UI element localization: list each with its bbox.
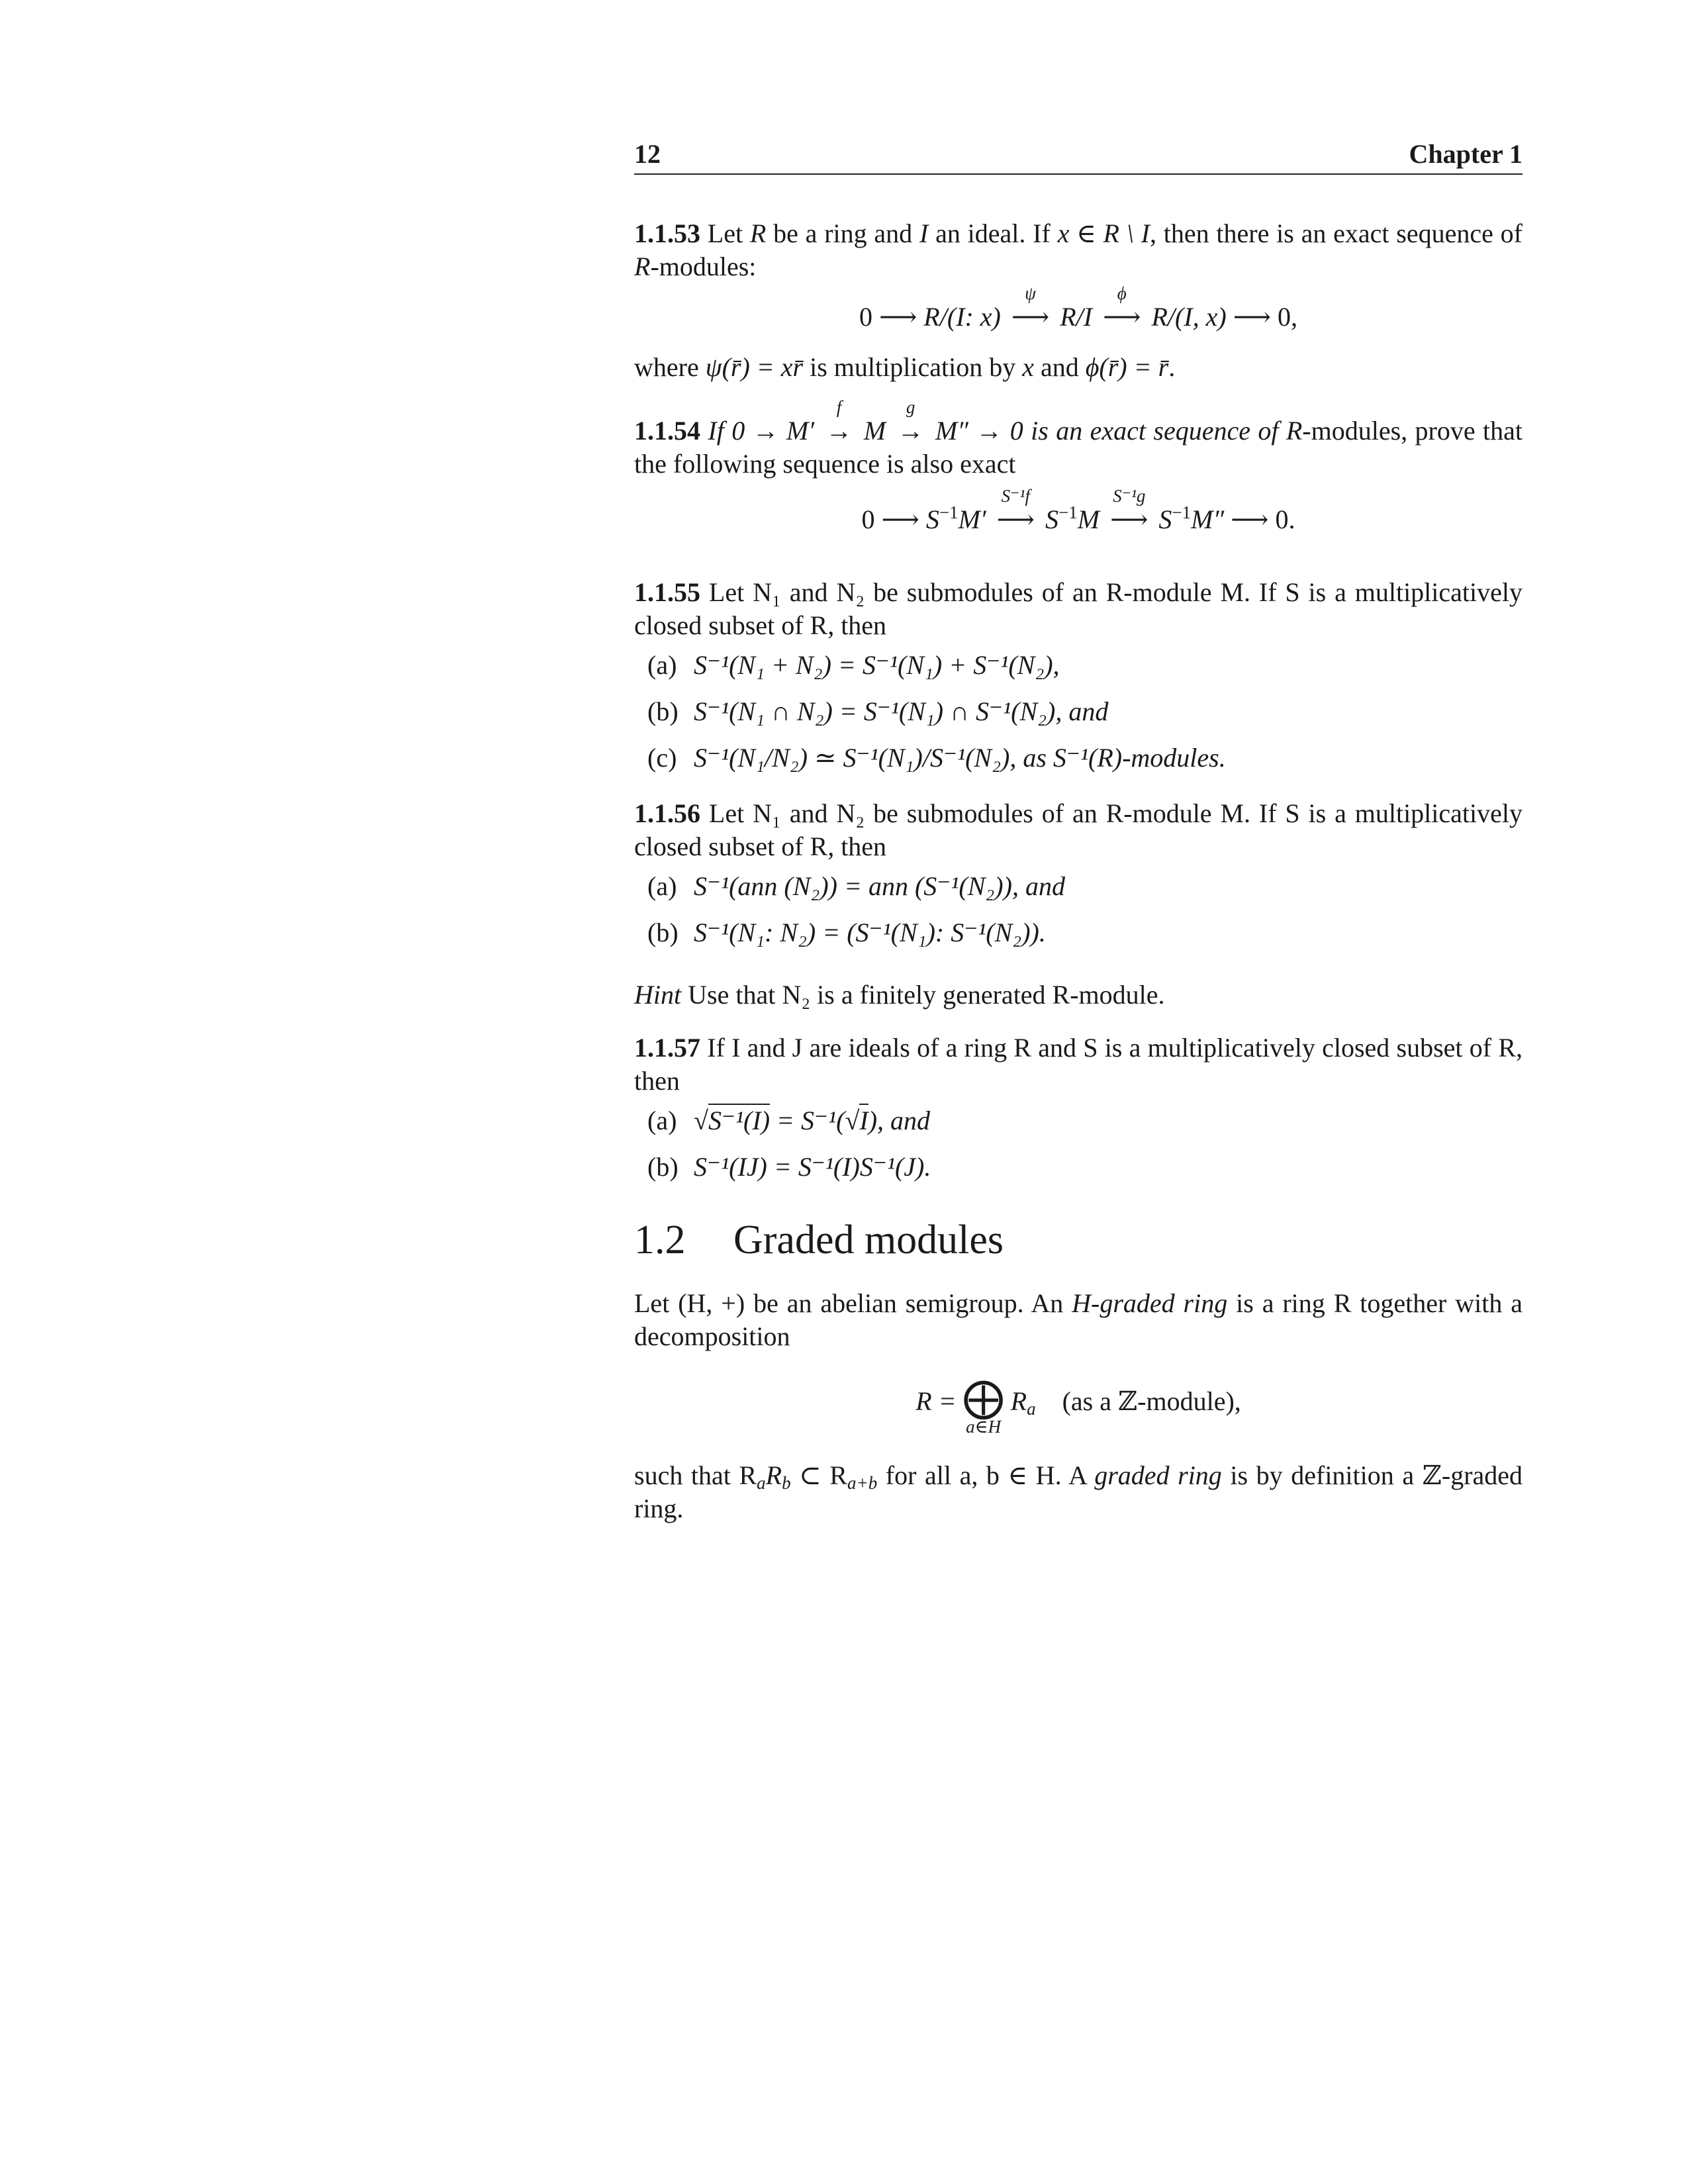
intro-text: Let N₁ and N₂ be submodules of an R-module M. If S is a multiplicatively closed subset of R, then [634,577,1523,640]
seq-term: ⟶ 0, [1226,302,1298,332]
where-clause [634,351,1523,384]
emphasis: H-graded ring [1072,1288,1228,1318]
text: -modules: [650,252,757,281]
intro-text: If I and J are ideals of a ring R and S is a multiplicatively closed subset of R, then [634,1033,1523,1096]
seq-term: ⟶ 0. [1224,504,1295,534]
exercise-number: 1.1.54 [634,416,700,446]
exercise-text [634,797,1523,863]
math: ϕ(r̄) = r̄ [1085,352,1169,382]
emphasis: graded ring [1094,1460,1222,1490]
arrow-label: S⁻¹f [1001,486,1031,506]
chapter-label: Chapter 1 [1409,139,1523,169]
direct-sum [962,1376,1004,1437]
item-text: S⁻¹(IJ) = S⁻¹(I)S⁻¹(J). [694,1152,931,1182]
item-text: S⁻¹(N₁: N₂) = (S⁻¹(N₁): S⁻¹(N₂)). [694,918,1046,947]
math: x [1022,352,1034,382]
arrow-psi: ψ ⟶ [1011,283,1050,332]
seq-term: 0 ⟶ [859,302,924,332]
oplus-icon: ⨁ [962,1376,1004,1421]
seq-term: M′ [958,504,986,534]
arrow-label: ϕ [1117,283,1127,303]
seq-term: S [1158,504,1172,534]
math: I [919,218,929,248]
arrow-f: f → [825,397,853,446]
text: where [634,352,706,382]
section-paragraph [634,1287,1523,1353]
display-rhs: R [1004,1386,1027,1417]
list-item [647,1104,1523,1137]
math: R [1286,416,1303,446]
subscript: a [1027,1399,1036,1419]
superscript: −1 [939,502,959,522]
item-text: S⁻¹(ann (N₂)) = ann (S⁻¹(N₂)), and [694,871,1065,901]
exercise-1-1-55 [634,576,1523,775]
seq-term: S [925,504,939,534]
text: and [1033,352,1086,382]
list-item [647,870,1523,903]
text: R [765,1460,782,1490]
subscript: b [782,1473,791,1493]
arrow-label: g [906,397,915,417]
text: an ideal. If [928,218,1058,248]
text: for all a, b ∈ H. A [877,1460,1095,1490]
exercise-number: 1.1.56 [634,798,700,828]
item-text: = S⁻¹(√ [770,1106,860,1135]
text: Let (H, +) be an abelian semigroup. An [634,1288,1072,1318]
exercise-1-1-54 [634,397,1523,536]
superscript: −1 [1172,502,1192,522]
exercise-text [634,576,1523,642]
direct-sum-display [634,1376,1523,1437]
list-item [647,649,1523,682]
text: is by definition a ℤ-graded ring. [634,1460,1523,1523]
list-item [647,741,1523,775]
text: be a ring and [766,218,919,248]
math: ψ(r̄) = xr̄ [705,352,804,382]
math: R [634,252,651,281]
section-paragraph [634,1459,1523,1525]
arrow-g: g → [897,397,924,446]
item-label: (c) [647,743,677,773]
text: ⊂ R [790,1460,847,1490]
display-lhs: R = [915,1386,963,1417]
item-label: (b) [647,1152,679,1182]
running-head [634,132,1523,175]
text: . [1168,352,1176,382]
radical-sign: √ [694,1106,708,1135]
arrow-s-inverse-f: S⁻¹f ⟶ [996,486,1035,534]
exercise-text [634,397,1523,481]
math: x ∈ R \ I [1057,218,1150,248]
math: M [856,416,894,446]
item-list [647,1104,1523,1184]
exercise-1-1-56 [634,797,1523,1012]
localized-sequence [634,486,1523,536]
sum-index: a∈H [966,1417,1002,1437]
item-label: (a) [647,871,677,901]
item-list [647,649,1523,775]
text: , then there is an exact sequence of [1149,218,1523,248]
radicand: I [859,1104,868,1135]
text: is multiplication by [803,352,1023,382]
text: -modules, prove that the following sequence is also exact [634,416,1523,479]
hint-text: Use that N₂ is a finitely generated R-module. [681,980,1165,1010]
item-label: (b) [647,918,679,947]
list-item [647,695,1523,728]
hint [634,978,1523,1012]
intro-text: Let N₁ and N₂ be submodules of an R-module M. If S is a multiplicatively closed subset of R, then [634,798,1523,861]
display-note: (as a ℤ-module), [1062,1386,1241,1417]
section-title: Graded modules [733,1217,1004,1262]
exercise-number: 1.1.55 [634,577,700,607]
text: is a ring R together with a decomposition [634,1288,1523,1351]
seq-term: R/(I, x) [1151,302,1227,332]
item-label: (a) [647,650,677,680]
section-heading [634,1217,1523,1263]
list-item [647,1151,1523,1184]
math: M″ → 0 is an exact sequence of [927,416,1286,446]
seq-term: 0 ⟶ [861,504,926,534]
hint-label: Hint [634,980,682,1010]
exact-sequence [634,283,1523,334]
item-text: ), and [868,1106,931,1135]
exercise-text [634,217,1523,283]
text: such that R [634,1460,757,1490]
text: Let [707,218,750,248]
arrow-label: S⁻¹g [1113,486,1146,506]
exercise-1-1-57 [634,1031,1523,1184]
seq-term: M [1077,504,1100,534]
math: R [749,218,767,248]
list-item [647,916,1523,949]
item-label: (a) [647,1106,677,1135]
subscript: a+b [847,1473,878,1493]
math: If 0 → M′ [708,416,822,446]
exercise-number: 1.1.57 [634,1033,700,1063]
radicand: S⁻¹(I) [708,1104,770,1135]
subscript: a [757,1473,766,1493]
exercise-text [634,1031,1523,1098]
item-list [647,870,1523,949]
seq-term: S [1045,504,1059,534]
item-text: S⁻¹(N₁/N₂) ≃ S⁻¹(N₁)/S⁻¹(N₂), as S⁻¹(R)-modules. [694,743,1226,773]
exercise-number: 1.1.53 [634,218,700,248]
arrow-label: ψ [1025,283,1036,303]
seq-term: R/(I: x) [923,302,1001,332]
item-label: (b) [647,696,679,726]
item-text: S⁻¹(N₁ + N₂) = S⁻¹(N₁) + S⁻¹(N₂), [694,650,1060,680]
arrow-label: f [836,397,842,417]
exercise-1-1-53 [634,217,1523,384]
seq-term: R/I [1060,302,1093,332]
page [634,132,1523,1525]
page-number: 12 [634,139,661,169]
item-text: S⁻¹(N₁ ∩ N₂) = S⁻¹(N₁) ∩ S⁻¹(N₂), and [694,696,1109,726]
section-number: 1.2 [634,1217,686,1262]
seq-term: M″ [1191,504,1225,534]
arrow-phi: ϕ ⟶ [1103,283,1141,332]
arrow-s-inverse-g: S⁻¹g ⟶ [1110,486,1149,534]
superscript: −1 [1058,502,1078,522]
